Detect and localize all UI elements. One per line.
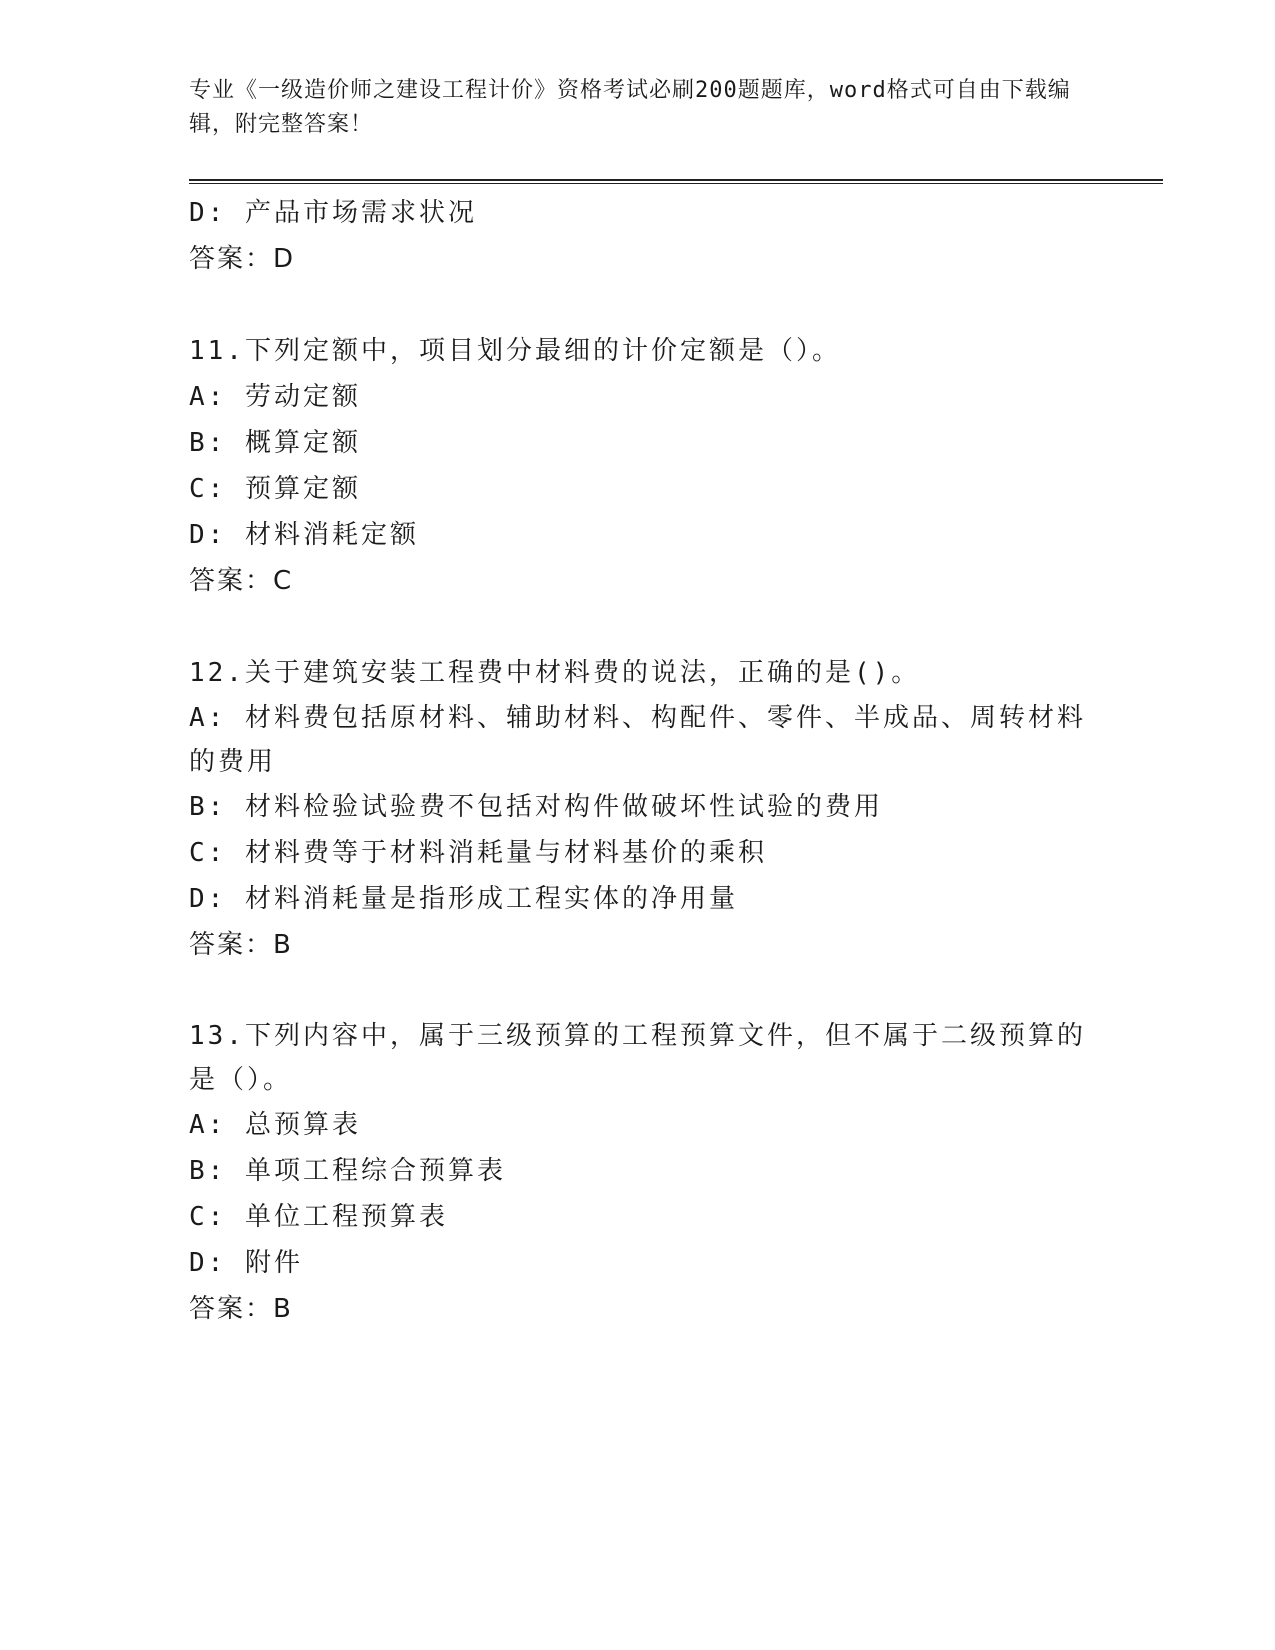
option-b: B: 单项工程综合预算表: [189, 1156, 506, 1186]
question-stem: 13.下列内容中，属于三级预算的工程预算文件，但不属于二级预算的是（）。: [189, 1021, 1086, 1095]
option-d: D: 材料消耗定额: [189, 520, 419, 550]
page-header: 专业《一级造价师之建设工程计价》资格考试必刷200题题库，word格式可自由下载编辑，附完整答案！: [189, 78, 1071, 137]
option-b: B: 材料检验试验费不包括对构件做破坏性试验的费用: [189, 792, 883, 822]
answer-label: 答案：D: [189, 244, 296, 274]
answer-label: 答案：B: [189, 930, 293, 960]
question-13: [189, 1014, 1089, 1332]
option-a: A: 劳动定额: [189, 382, 361, 412]
spacer: [189, 968, 1089, 1014]
option-a: A: 总预算表: [189, 1110, 361, 1140]
answer-label: 答案：C: [189, 566, 294, 596]
option-b: B: 概算定额: [189, 428, 361, 458]
option-d: D: 产品市场需求状况: [189, 198, 477, 228]
answer-label: 答案：B: [189, 1294, 293, 1324]
option-a: A: 材料费包括原材料、辅助材料、构配件、零件、半成品、周转材料的费用: [189, 703, 1086, 777]
spacer: [189, 604, 1089, 650]
question-12: [189, 650, 1089, 968]
question-stem: 12.关于建筑安装工程费中材料费的说法，正确的是()。: [189, 658, 921, 688]
question-stem: 11.下列定额中，项目划分最细的计价定额是（）。: [189, 336, 841, 366]
option-c: C: 预算定额: [189, 474, 361, 504]
question-11: [189, 328, 1089, 604]
option-c: C: 材料费等于材料消耗量与材料基价的乘积: [189, 838, 767, 868]
spacer: [189, 282, 1089, 328]
question-content: [189, 190, 1089, 1332]
option-d: D: 附件: [189, 1248, 303, 1278]
option-d: D: 材料消耗量是指形成工程实体的净用量: [189, 884, 738, 914]
header-divider: [189, 179, 1163, 184]
option-c: C: 单位工程预算表: [189, 1202, 448, 1232]
